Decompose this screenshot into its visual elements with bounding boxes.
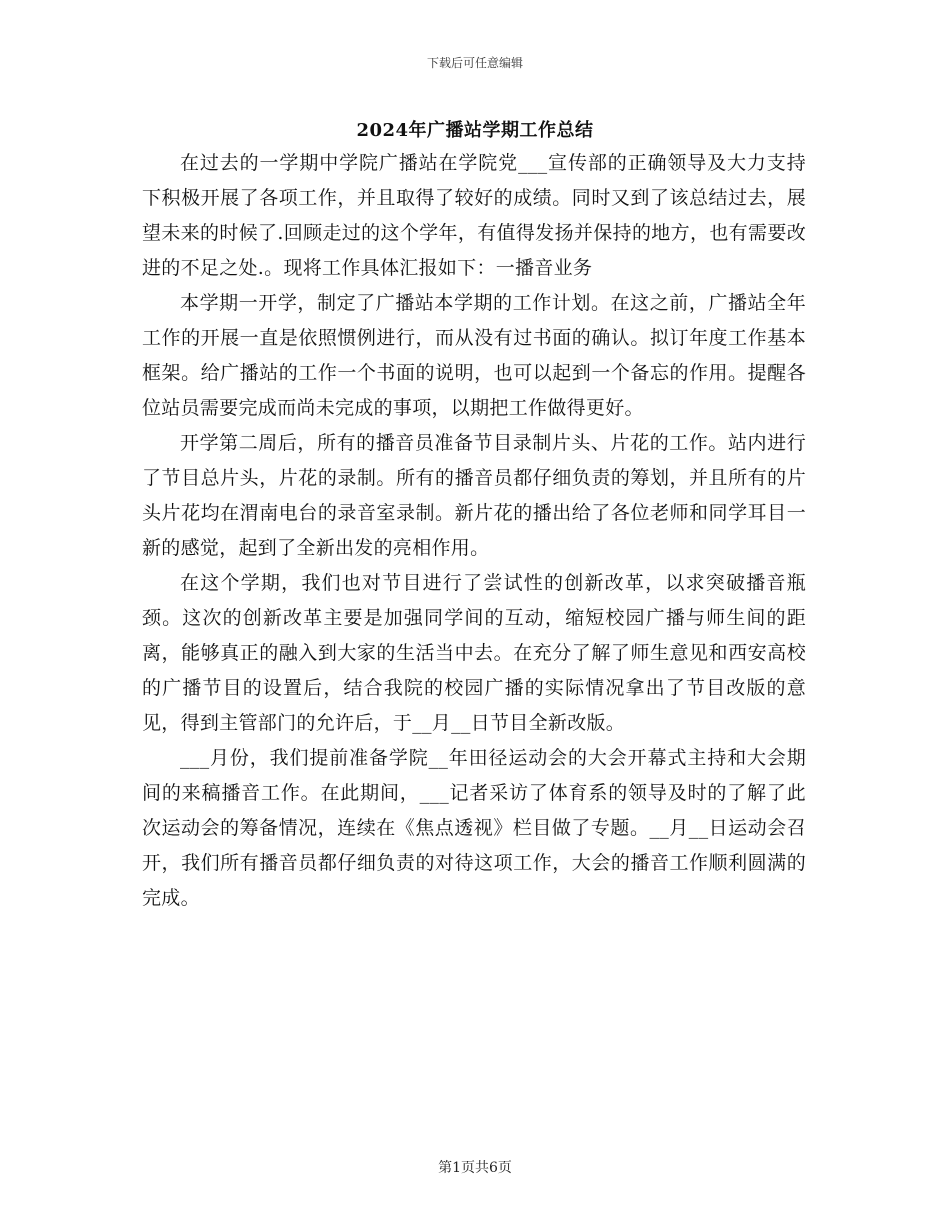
document-title: 2024年广播站学期工作总结 [356,120,594,141]
paragraph: 开学第二周后，所有的播音员准备节目录制片头、片花的工作。站内进行了节目总片头，片花的录制。所有的播音员都仔细负责的筹划，并且所有的片头片花均在渭南电台的录音室录制。新片花的播出给了各位老师和同学耳目一新的感觉，起到了全新出发的亮相作用。 [142,432,806,559]
paragraph: ___月份，我们提前准备学院__年田径运动会的大会开幕式主持和大会期间的来稿播音工作。在此期间，___记者采访了体育系的领导及时的了解了此次运动会的筹备情况，连续在《焦点透视》栏目做了专题。__月__日运动会召开，我们所有播音员都仔细负责的对待这项工作，大会的播音工作顺利圆满的完成。 [142,747,806,909]
header-note: 下载后可任意编辑 [426,56,523,70]
paragraph: 本学期一开学，制定了广播站本学期的工作计划。在这之前，广播站全年工作的开展一直是依照惯例进行，而从没有过书面的确认。拟订年度工作基本框架。给广播站的工作一个书面的说明，也可以起到一个备忘的作用。提醒各位站员需要完成而尚未完成的事项，以期把工作做得更好。 [142,292,806,419]
paragraph: 在过去的一学期中学院广播站在学院党___宣传部的正确领导及大力支持下积极开展了各项工作，并且取得了较好的成绩。同时又到了该总结过去，展望未来的时候了.回顾走过的这个学年，有值得发扬并保持的地方，也有需要改进的不足之处.。现将工作具体汇报如下：一播音业务 [142,152,806,279]
page-number-footer: 第1页共6页 [438,1160,512,1176]
document-body [142,146,806,916]
paragraph: 在这个学期，我们也对节目进行了尝试性的创新改革，以求突破播音瓶颈。这次的创新改革主要是加强同学间的互动，缩短校园广播与师生间的距离，能够真正的融入到大家的生活当中去。在充分了解了师生意见和西安高校的广播节目的设置后，结合我院的校园广播的实际情况拿出了节目改版的意见，得到主管部门的允许后，于__月__日节目全新改版。 [142,572,806,734]
